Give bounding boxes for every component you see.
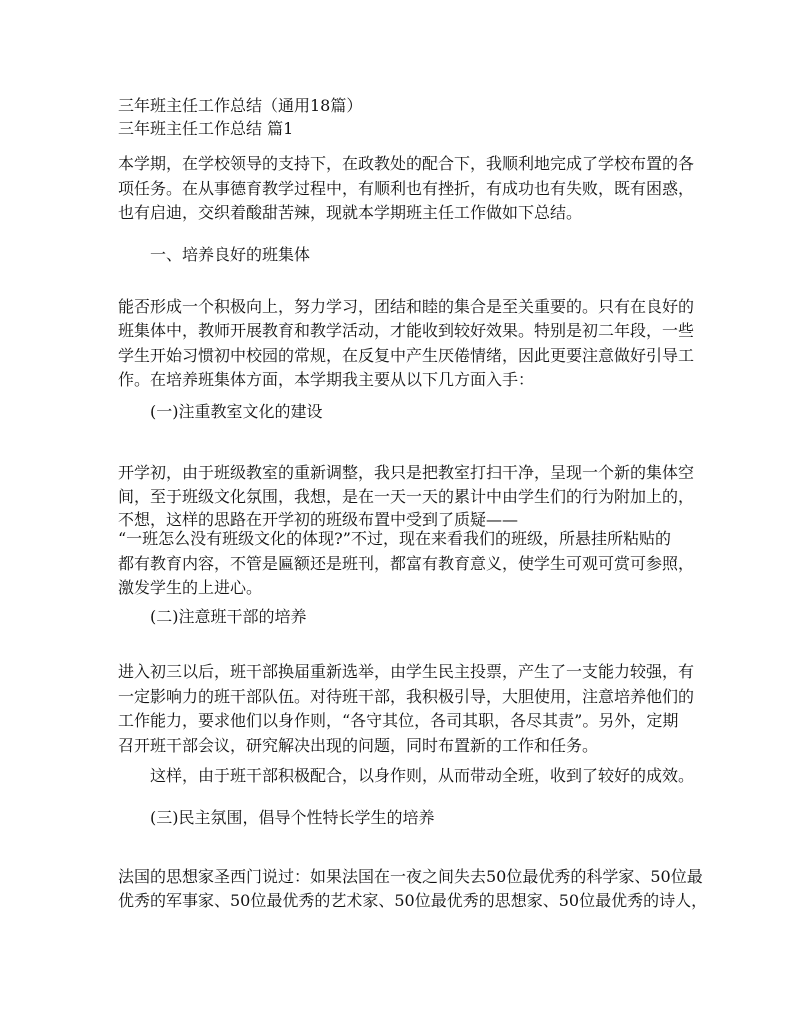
section-heading-1: 一、培养良好的班集体 (150, 245, 311, 264)
paragraph-6-line: 优秀的军事家、50位最优秀的艺术家、50位最优秀的思想家、50位最优秀的诗人， (118, 891, 708, 910)
paragraph-2-line: 作。在培养班集体方面，本学期我主要从以下几方面入手： (118, 370, 535, 389)
paragraph-3-line: 间，至于班级文化氛围，我想，是在一天一天的累计中由学生们的行为附加上的， (118, 487, 695, 506)
paragraph-4-line: 一定影响力的班干部队伍。对待班干部，我积极引导，大胆使用，注意培养他们的 (118, 687, 695, 706)
paragraph-2-line: 班集体中，教师开展教育和教学活动，才能收到较好效果。特别是初二年段，一些 (118, 321, 695, 340)
paragraph-5: 这样，由于班干部积极配合，以身作则，从而带动全班，收到了较好的成效。 (150, 766, 695, 785)
section-heading-4: (三)民主氛围，倡导个性特长学生的培养 (150, 808, 435, 827)
section-heading-3: (二)注意班干部的培养 (150, 607, 307, 626)
paragraph-2-line: 学生开始习惯初中校园的常规，在反复中产生厌倦情绪，因此更要注意做好引导工 (118, 346, 695, 365)
section-heading-2: (一)注重教室文化的建设 (150, 402, 323, 421)
document-title: 三年班主任工作总结（通用18篇） (118, 96, 363, 115)
paragraph-2-line: 能否形成一个积极向上，努力学习，团结和睦的集合是至关重要的。只有在良好的 (118, 297, 695, 316)
paragraph-3-line: 都有教育内容，不管是匾额还是班刊，都富有教育意义，使学生可观可赏可参照， (118, 554, 695, 573)
paragraph-1-line: 本学期，在学校领导的支持下，在政教处的配合下，我顺利地完成了学校布置的各 (118, 154, 695, 173)
paragraph-6-line: 法国的思想家圣西门说过：如果法国在一夜之间失去50位最优秀的科学家、50位最 (118, 867, 703, 886)
paragraph-3-line: 不想，这样的思路在开学初的班级布置中受到了质疑—— (118, 510, 519, 529)
paragraph-4-line: 召开班干部会议，研究解决出现的问题，同时布置新的工作和任务。 (118, 736, 599, 755)
paragraph-3-line: “一班怎么没有班级文化的体现?”不过，现在来看我们的班级，所悬挂所粘贴的 (118, 529, 671, 548)
document-subtitle: 三年班主任工作总结 篇1 (118, 119, 294, 138)
paragraph-4-line: 进入初三以后，班干部换届重新选举，由学生民主投票，产生了一支能力较强，有 (118, 662, 695, 681)
paragraph-3-line: 激发学生的上进心。 (118, 578, 263, 597)
paragraph-4-line: 工作能力，要求他们以身作则，“各守其位，各司其职，各尽其责”。另外，定期 (118, 711, 679, 730)
paragraph-1-line: 也有启迪，交织着酸甜苦辣，现就本学期班主任工作做如下总结。 (118, 203, 583, 222)
paragraph-1-line: 项任务。在从事德育教学过程中，有顺利也有挫折，有成功也有失败，既有困惑， (118, 179, 695, 198)
paragraph-3-line: 开学初，由于班级教室的重新调整，我只是把教室打扫干净，呈现一个新的集体空 (118, 463, 695, 482)
